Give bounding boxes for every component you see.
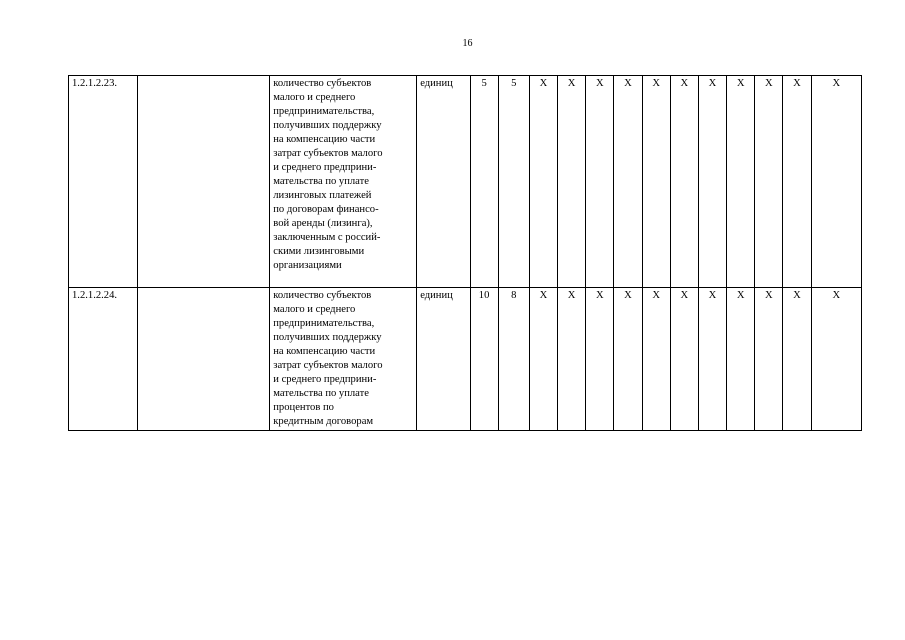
indicators-table bbox=[68, 75, 862, 431]
mark-cell: Х bbox=[811, 76, 861, 288]
unit-cell: единиц bbox=[417, 76, 470, 288]
indicator-line: по договорам финансо- bbox=[273, 204, 379, 215]
indicator-line: заключенным с россий- bbox=[273, 232, 381, 243]
mark-cell: Х bbox=[783, 76, 811, 288]
mark-cell: Х bbox=[529, 288, 557, 431]
value-cell: 5 bbox=[470, 76, 498, 288]
mark-cell: Х bbox=[698, 76, 726, 288]
mark-cell: Х bbox=[586, 288, 614, 431]
indicator-line: процентов по bbox=[273, 402, 334, 413]
mark-cell: Х bbox=[727, 76, 755, 288]
indicator-line: затрат субъектов малого bbox=[273, 360, 383, 371]
mark-cell: Х bbox=[698, 288, 726, 431]
mark-cell: Х bbox=[811, 288, 861, 431]
mark-cell: Х bbox=[670, 288, 698, 431]
mark-cell: Х bbox=[642, 288, 670, 431]
indicator-line: организациями bbox=[273, 260, 342, 271]
indicator-line: получивших поддержку bbox=[273, 332, 382, 343]
indicator-line: мательства по уплате bbox=[273, 388, 369, 399]
mark-cell: Х bbox=[558, 76, 586, 288]
table-row bbox=[69, 76, 862, 288]
row-executor bbox=[138, 76, 270, 288]
value-cell: 8 bbox=[498, 288, 529, 431]
table-row bbox=[69, 288, 862, 431]
indicator-line: на компенсацию части bbox=[273, 346, 376, 357]
indicator-line: и среднего предприни- bbox=[273, 162, 377, 173]
mark-cell: Х bbox=[642, 76, 670, 288]
indicator-line: скими лизинговыми bbox=[273, 246, 365, 257]
indicator-line: получивших поддержку bbox=[273, 120, 382, 131]
row-executor bbox=[138, 288, 270, 431]
mark-cell: Х bbox=[727, 288, 755, 431]
indicator-line: затрат субъектов малого bbox=[273, 148, 383, 159]
value-cell: 10 bbox=[470, 288, 498, 431]
mark-cell: Х bbox=[670, 76, 698, 288]
indicator-line: количество субъектов bbox=[273, 290, 372, 301]
mark-cell: Х bbox=[755, 288, 783, 431]
mark-cell: Х bbox=[755, 76, 783, 288]
indicator-line: предпринимательства, bbox=[273, 318, 375, 329]
indicator-name bbox=[270, 288, 417, 431]
indicator-line: предпринимательства, bbox=[273, 106, 375, 117]
mark-cell: Х bbox=[783, 288, 811, 431]
indicator-line: мательства по уплате bbox=[273, 176, 369, 187]
row-code: 1.2.1.2.23. bbox=[69, 76, 138, 288]
indicator-line: количество субъектов bbox=[273, 78, 372, 89]
row-code: 1.2.1.2.24. bbox=[69, 288, 138, 431]
mark-cell: Х bbox=[614, 76, 642, 288]
indicator-line: на компенсацию части bbox=[273, 134, 376, 145]
indicator-line: малого и среднего bbox=[273, 304, 356, 315]
mark-cell: Х bbox=[558, 288, 586, 431]
mark-cell: Х bbox=[586, 76, 614, 288]
indicator-line: малого и среднего bbox=[273, 92, 356, 103]
unit-cell: единиц bbox=[417, 288, 470, 431]
mark-cell: Х bbox=[614, 288, 642, 431]
indicator-line: лизинговых платежей bbox=[273, 190, 372, 201]
indicator-name bbox=[270, 76, 417, 288]
indicator-line: вой аренды (лизинга), bbox=[273, 218, 373, 229]
mark-cell: Х bbox=[529, 76, 557, 288]
indicator-line: кредитным договорам bbox=[273, 416, 374, 427]
page-number: 16 bbox=[462, 38, 473, 49]
value-cell: 5 bbox=[498, 76, 529, 288]
indicator-line: и среднего предприни- bbox=[273, 374, 377, 385]
